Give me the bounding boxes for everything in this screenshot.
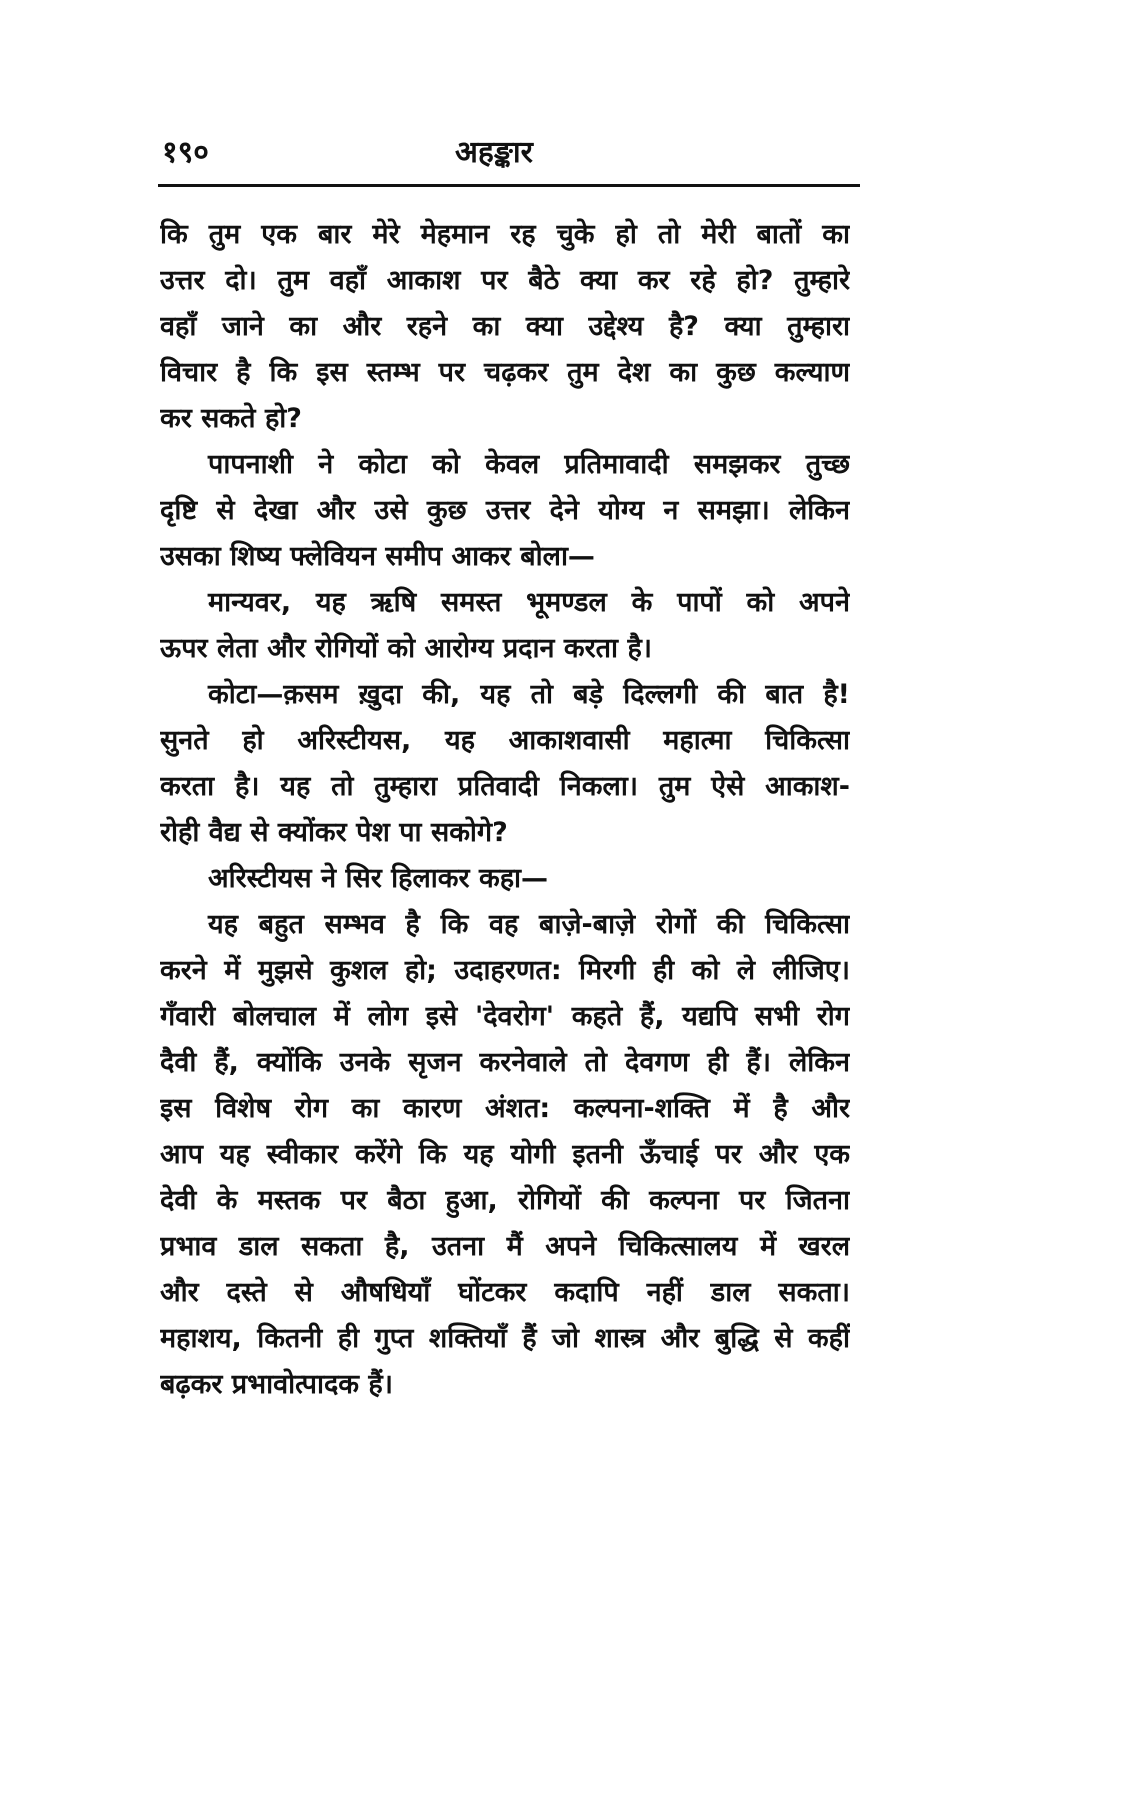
text-line: दैवी हैं, क्योंकि उनके सृजन करनेवाले तो देवगण ही हैं। लेकिन [160, 1047, 850, 1078]
text-line: विचार है कि इस स्तम्भ पर चढ़कर तुम देश का कुछ कल्याण [160, 357, 850, 388]
text-line: गँवारी बोलचाल में लोग इसे 'देवरोग' कहते हैं, यद्यपि सभी रोग [160, 1001, 850, 1032]
text-line: कर सकते हो? [160, 403, 302, 434]
text-line: ऊपर लेता और रोगियों को आरोग्य प्रदान करता है। [160, 633, 653, 664]
text-line: महाशय, कितनी ही गुप्त शक्तियाँ हैं जो शास्त्र और बुद्धि से कहीं [160, 1323, 850, 1354]
text-line: अरिस्टीयस ने सिर हिलाकर कहा— [208, 863, 549, 894]
text-line: उसका शिष्य फ्लेवियन समीप आकर बोला— [160, 541, 595, 572]
running-title: अहङ्कार [455, 135, 533, 170]
text-line: पापनाशी ने कोटा को केवल प्रतिमावादी समझकर तुच्छ [208, 449, 850, 480]
text-line: रोही वैद्य से क्योंकर पेश पा सकोगे? [160, 817, 508, 848]
body-text [160, 212, 850, 1408]
text-line: आप यह स्वीकार करेंगे कि यह योगी इतनी ऊँचाई पर और एक [160, 1139, 850, 1170]
text-line: प्रभाव डाल सकता है, उतना मैं अपने चिकित्सालय में खरल [160, 1231, 850, 1262]
text-line: मान्यवर, यह ऋषि समस्त भूमण्डल के पापों को अपने [208, 587, 850, 618]
text-line: और दस्ते से औषधियाँ घोंटकर कदापि नहीं डाल सकता। [160, 1277, 850, 1308]
page-number: १९० [162, 135, 209, 170]
text-line: करने में मुझसे कुशल हो; उदाहरणत: मिरगी ही को ले लीजिए। [160, 955, 850, 986]
text-line: यह बहुत सम्भव है कि वह बाज़े-बाज़े रोगों की चिकित्सा [208, 909, 850, 940]
text-line: देवी के मस्तक पर बैठा हुआ, रोगियों की कल्पना पर जितना [160, 1185, 850, 1216]
text-line: वहाँ जाने का और रहने का क्या उद्देश्य है? क्या तुम्हारा [160, 311, 850, 342]
text-line: कि तुम एक बार मेरे मेहमान रह चुके हो तो मेरी बातों का [160, 219, 850, 250]
text-line: सुनते हो अरिस्टीयस, यह आकाशवासी महात्मा चिकित्सा [160, 725, 850, 756]
header-rule [158, 184, 860, 187]
text-line: दृष्टि से देखा और उसे कुछ उत्तर देने योग्य न समझा। लेकिन [160, 495, 850, 526]
text-line: कोटा—क़सम ख़ुदा की, यह तो बड़े दिल्लगी की बात है! [208, 679, 850, 710]
text-line: उत्तर दो। तुम वहाँ आकाश पर बैठे क्या कर रहे हो? तुम्हारे [160, 265, 850, 296]
text-line: इस विशेष रोग का कारण अंशत: कल्पना-शक्ति में है और [160, 1093, 850, 1124]
text-line: बढ़कर प्रभावोत्पादक हैं। [160, 1369, 393, 1400]
text-line: करता है। यह तो तुम्हारा प्रतिवादी निकला। तुम ऐसे आकाश- [160, 771, 850, 802]
